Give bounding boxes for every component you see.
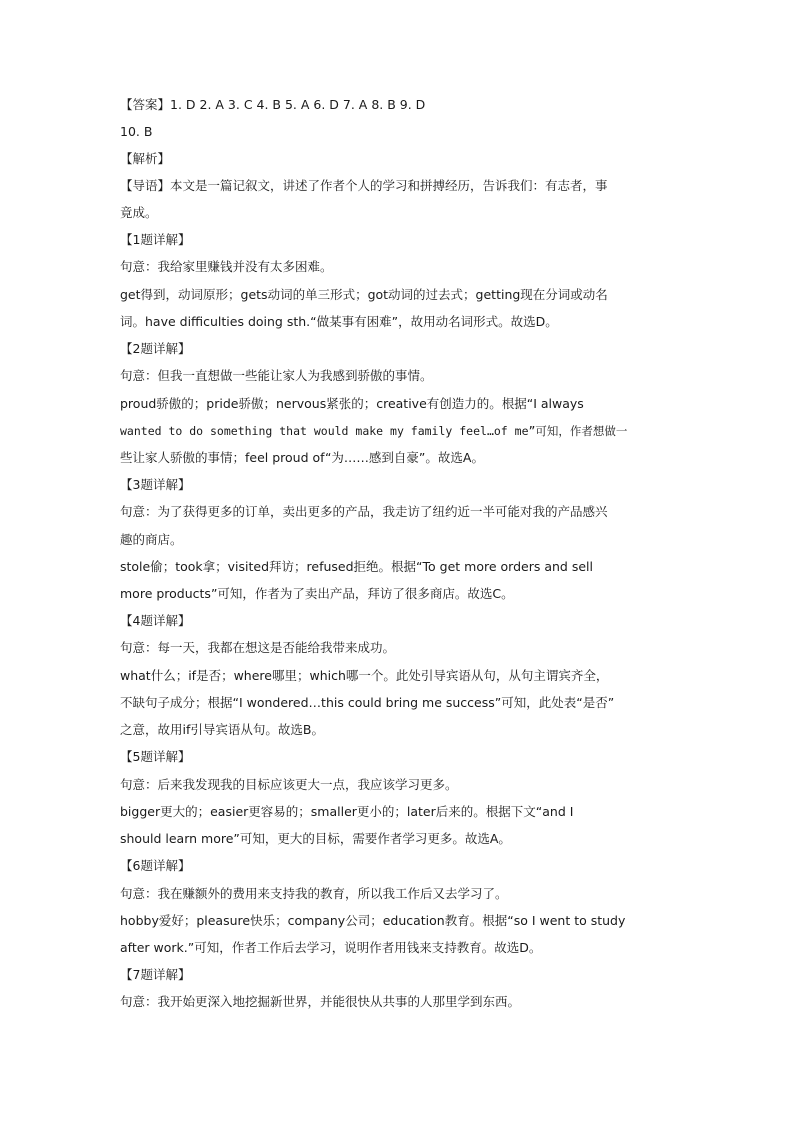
question-3-explanation: stole偷；took拿；visited拜访；refused拒绝。根据“To get more orders and sell <box>120 559 593 574</box>
guide-text-line: 竟成。 <box>120 205 158 220</box>
question-1-explanation: get得到，动词原形；gets动词的单三形式；got动词的过去式；getting现在分词或动名 <box>120 287 608 302</box>
question-3-explanation: more products”可知，作者为了卖出产品，拜访了很多商店。故选C。 <box>120 586 514 601</box>
question-1-meaning: 句意：我给家里赚钱并没有太多困难。 <box>120 259 333 274</box>
question-2-explanation: wanted to do something that would make my family feel…of me”可知，作者想做一 <box>120 424 628 438</box>
question-6-explanation: after work.”可知，作者工作后去学习，说明作者用钱来支持教育。故选D。 <box>120 940 542 955</box>
analysis-heading: 【解析】 <box>120 151 171 166</box>
answer-key-line-continued: 10. B <box>120 124 153 139</box>
question-1-heading: 【1题详解】 <box>120 232 191 247</box>
question-6-heading: 【6题详解】 <box>120 858 191 873</box>
question-4-meaning: 句意：每一天，我都在想这是否能给我带来成功。 <box>120 640 396 655</box>
question-2-heading: 【2题详解】 <box>120 341 191 356</box>
question-4-explanation: 之意，故用if引导宾语从句。故选B。 <box>120 722 324 737</box>
question-7-meaning: 句意：我开始更深入地挖掘新世界，并能很快从共事的人那里学到东西。 <box>120 994 521 1009</box>
question-4-heading: 【4题详解】 <box>120 613 191 628</box>
answer-key-line: 【答案】1. D 2. A 3. C 4. B 5. A 6. D 7. A 8. B 9. D <box>120 97 426 112</box>
question-5-explanation: bigger更大的；easier更容易的；smaller更小的；later后来的。根据下文“and I <box>120 804 574 819</box>
question-3-meaning: 趣的商店。 <box>120 532 183 547</box>
question-2-explanation: 些让家人骄傲的事情；feel proud of“为……感到自豪”。故选A。 <box>120 450 484 465</box>
question-3-heading: 【3题详解】 <box>120 477 191 492</box>
question-1-explanation: 词。have difficulties doing sth.“做某事有困难”，故用动名词形式。故选D。 <box>120 314 558 329</box>
question-6-explanation: hobby爱好；pleasure快乐；company公司；education教育。根据“so I went to study <box>120 913 626 928</box>
question-5-explanation: should learn more”可知，更大的目标，需要作者学习更多。故选A。 <box>120 831 511 846</box>
question-7-heading: 【7题详解】 <box>120 967 191 982</box>
question-4-explanation: what什么；if是否；where哪里；which哪一个。此处引导宾语从句，从句主谓宾齐全， <box>120 668 609 683</box>
question-3-meaning: 句意：为了获得更多的订单，卖出更多的产品，我走访了纽约近一半可能对我的产品感兴 <box>120 504 608 519</box>
question-4-explanation: 不缺句子成分；根据“I wondered…this could bring me success”可知，此处表“是否” <box>120 695 615 710</box>
question-5-heading: 【5题详解】 <box>120 749 191 764</box>
question-5-meaning: 句意：后来我发现我的目标应该更大一点，我应该学习更多。 <box>120 777 458 792</box>
guide-text-line: 【导语】本文是一篇记叙文，讲述了作者个人的学习和拼搏经历，告诉我们：有志者，事 <box>120 178 608 193</box>
question-6-meaning: 句意：我在赚额外的费用来支持我的教育，所以我工作后又去学习了。 <box>120 886 508 901</box>
question-2-explanation: proud骄傲的；pride骄傲；nervous紧张的；creative有创造力的。根据“I always <box>120 396 584 411</box>
question-2-meaning: 句意：但我一直想做一些能让家人为我感到骄傲的事情。 <box>120 368 433 383</box>
